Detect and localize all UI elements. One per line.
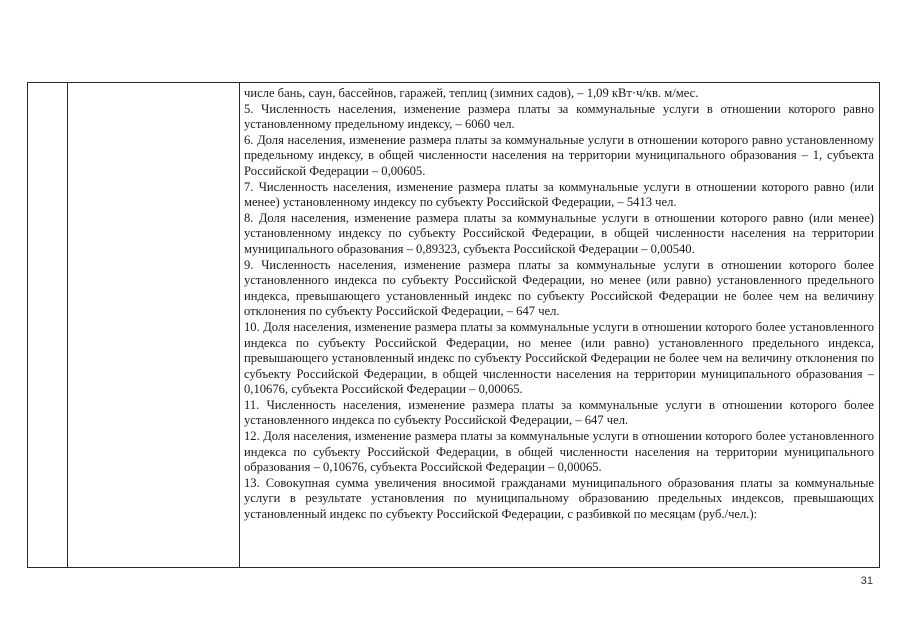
paragraph-item-12: 12. Доля населения, изменение размера платы за коммунальные услуги в отношении которого более установленного индекса по субъекту Российской Федерации, в общей численности населения на территории муниципального образования – 0,10676, субъекта Российской Федерации – 0,00065. [244, 429, 874, 475]
column-divider [239, 83, 240, 567]
paragraph-item-6: 6. Доля населения, изменение размера платы за коммунальные услуги в отношении которого равно установленному предельному индексу, в общей численности населения на территории муниципального образования – 1, субъекта Российской Федерации – 0,00605. [244, 132, 874, 178]
table [27, 82, 880, 568]
page-number: 31 [860, 575, 873, 587]
paragraph-item-11: 11. Численность населения, изменение размера платы за коммунальные услуги в отношении которого более установленного индекса по субъекту Российской Федерации, – 647 чел. [244, 397, 874, 428]
paragraph-item-10: 10. Доля населения, изменение размера платы за коммунальные услуги в отношении которого более установленного индекса по субъекту Российской Федерации, но менее (или равно) установленного предельного индекса, превышающего установленный индекс по субъекту Российской Федерации не более чем на величину отклонения по субъекту Российской Федерации, в общей численности населения на территории муниципального образования – 0,10676, субъекта Российской Федерации – 0,00065. [244, 319, 874, 397]
column-divider [67, 83, 68, 567]
paragraph-item-13: 13. Совокупная сумма увеличения вносимой гражданами муниципального образования платы за коммунальные услуги в результате установления по муниципальному образованию предельных индексов, превышающих установленный индекс по субъекту Российской Федерации, с разбивкой по месяцам (руб./чел.): [244, 475, 874, 522]
paragraph-item-7: 7. Численность населения, изменение размера платы за коммунальные услуги в отношении которого равно (или менее) установленному индексу по субъекту Российской Федерации, – 5413 чел. [244, 179, 874, 210]
paragraph-item-8: 8. Доля населения, изменение размера платы за коммунальные услуги в отношении которого равно (или менее) установленному индексу по субъекту Российской Федерации, в общей численности населения на территории муниципального образования – 0,89323, субъекта Российской Федерации – 0,00540. [244, 210, 874, 256]
paragraph-item-9: 9. Численность населения, изменение размера платы за коммунальные услуги в отношении которого более установленного индекса по субъекту Российской Федерации, но менее (или равно) установленного предельного индекса, превышающего установленный индекс по субъекту Российской Федерации не более чем на величину отклонения по субъекту Российской Федерации, – 647 чел. [244, 257, 874, 319]
paragraph-continuation: числе бань, саун, бассейнов, гаражей, теплиц (зимних садов), – 1,09 кВт·ч/кв. м/мес. [244, 86, 699, 100]
table-cell-content [244, 86, 874, 523]
paragraph-item-5: 5. Численность населения, изменение размера платы за коммунальные услуги в отношении которого равно установленному предельному индексу, – 6060 чел. [244, 101, 874, 132]
